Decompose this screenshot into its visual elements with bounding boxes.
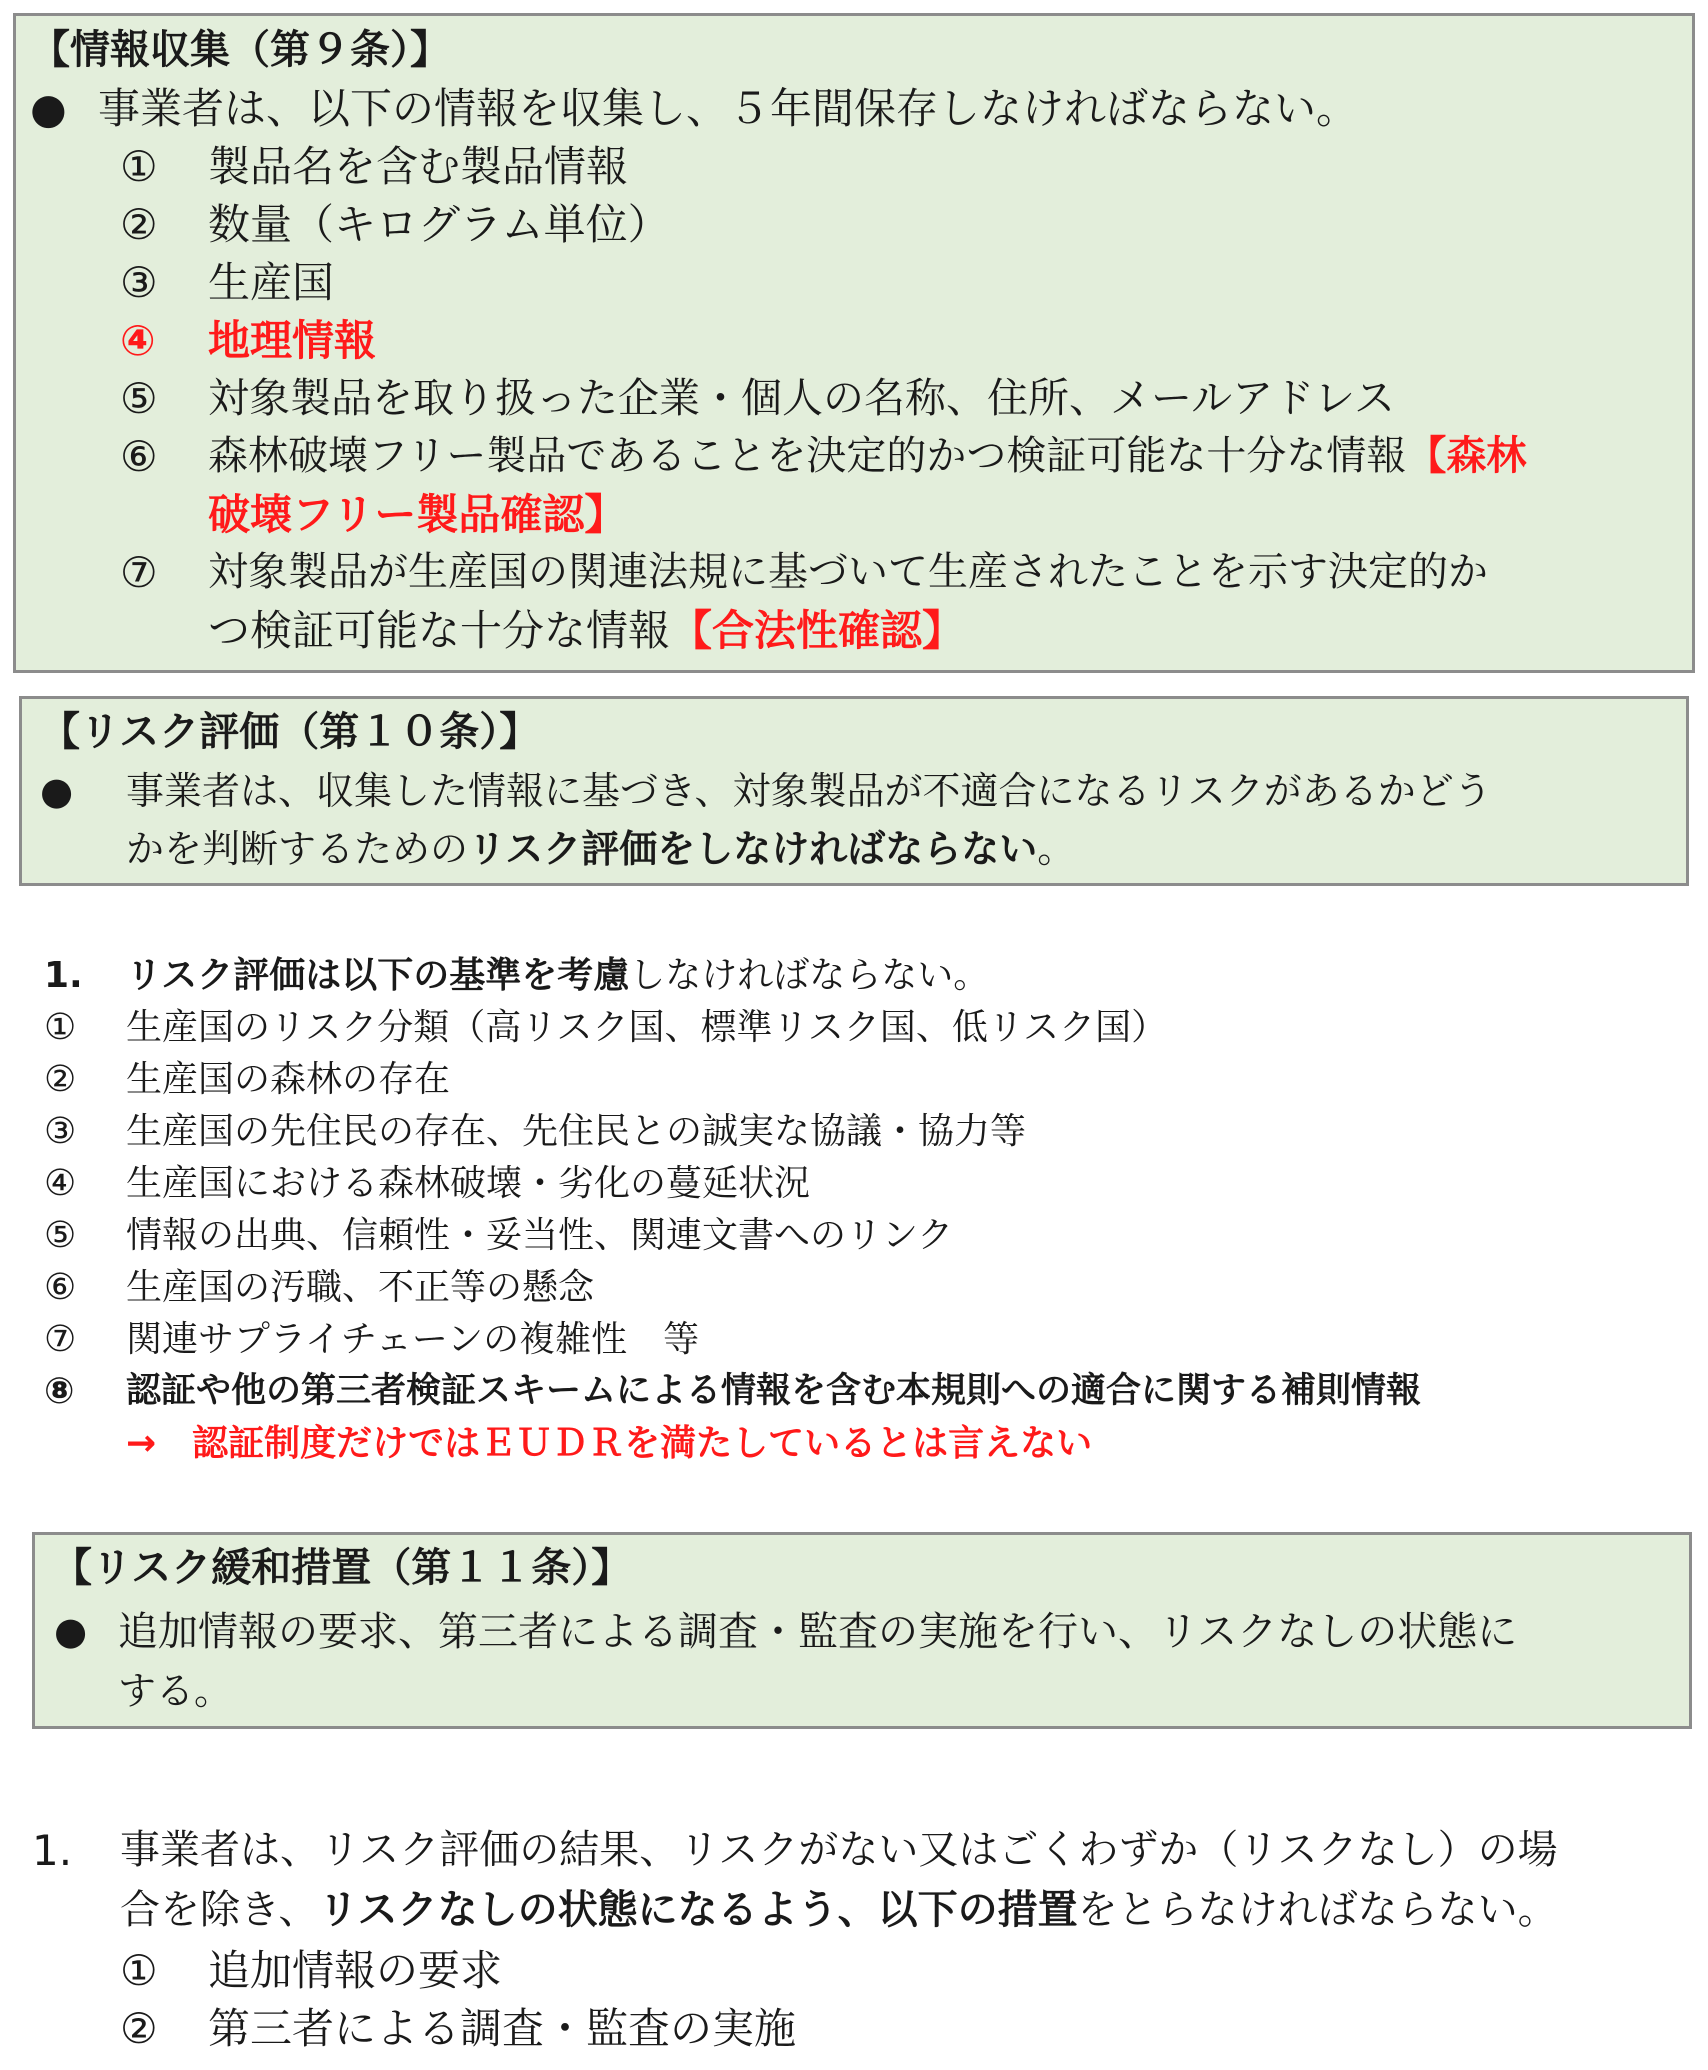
art10-heading: 【リスク評価（第１０条）】 [40, 709, 540, 755]
art10-text: 事業者は、収集した情報に基づき、対象製品が不適合になるリスクがあるかどう [126, 769, 1492, 813]
criteria-item-text: 関連サプライチェーンの複雑性 等 [126, 1319, 700, 1360]
measures-item-num: ② [120, 2004, 158, 2053]
art9-item-text: 生産国 [208, 258, 335, 307]
criteria-lead [126, 955, 990, 996]
art9-item-num: ⑥ [120, 432, 158, 481]
measures-item-text: 第三者による調査・監査の実施 [208, 2004, 797, 2053]
criteria-lead-bold: リスク評価は以下の基準を考慮 [126, 955, 630, 996]
art9-item6-tag-cont: 破壊フリー製品確認】 [208, 490, 627, 539]
criteria-item-text: 生産国の森林の存在 [126, 1059, 451, 1100]
criteria-note: → 認証制度だけではＥＵＤＲを満たしているとは言えない [126, 1423, 1093, 1464]
criteria-item-num: ① [44, 1007, 77, 1048]
art9-item6-tag: 【森林 [1406, 433, 1527, 479]
measures-item-num: ① [120, 1946, 158, 1995]
art10-text-plain: かを判断するための [126, 827, 469, 871]
art9-item7-text-cont [208, 606, 965, 655]
art11-text: 追加情報の要求、第三者による調査・監査の実施を行い、リスクなしの状態に [118, 1609, 1518, 1655]
art9-item-text-highlight: 地理情報 [208, 316, 377, 365]
art9-intro: 事業者は、以下の情報を収集し、５年間保存しなければならない。 [98, 84, 1359, 133]
art9-item7-text: 対象製品が生産国の関連法規に基づいて生産されたことを示す決定的か [208, 549, 1488, 595]
criteria-item-num: ⑥ [44, 1267, 77, 1308]
art9-item-text: 数量（キログラム単位） [208, 200, 670, 249]
measures-text: 事業者は、リスク評価の結果、リスクがない又はごくわずか（リスクなし）の場 [120, 1827, 1558, 1873]
criteria-number: 1. [44, 955, 83, 996]
criteria-item-text: 情報の出典、信頼性・妥当性、関連文書へのリンク [126, 1215, 954, 1256]
measures-number: 1. [32, 1826, 73, 1875]
art9-item-num: ② [120, 200, 158, 249]
art9-item-num: ③ [120, 258, 158, 307]
criteria-item-text: 生産国の汚職、不正等の懸念 [126, 1267, 595, 1308]
art9-item-text [208, 433, 1527, 479]
art9-item6-text: 森林破壊フリー製品であることを決定的かつ検証可能な十分な情報 [208, 433, 1407, 479]
art10-text-cont [126, 827, 1076, 871]
art9-item-text: 製品名を含む製品情報 [208, 142, 629, 191]
art9-item7-tag: 【合法性確認】 [670, 606, 965, 655]
art10-text-end: 。 [1037, 827, 1076, 871]
art9-item-text: 対象製品を取り扱った企業・個人の名称、住所、メールアドレス [208, 374, 1395, 422]
measures-text-bold: リスクなしの状態になるよう、以下の措置 [318, 1887, 1078, 1933]
measures-text-plain2: をとらなければならない。 [1077, 1887, 1558, 1933]
art9-item-num: ① [120, 142, 158, 191]
criteria-item-num: ⑤ [44, 1215, 77, 1256]
art11-heading: 【リスク緩和措置（第１１条）】 [52, 1545, 632, 1591]
art9-item7-text2: つ検証可能な十分な情報 [208, 606, 671, 655]
criteria-item-num: ③ [44, 1111, 77, 1152]
criteria-lead-plain: しなければならない。 [629, 955, 990, 996]
art9-item-num: ⑦ [120, 548, 158, 597]
criteria-item-text-bold: 認証や他の第三者検証スキームによる情報を含む本規則への適合に関する補則情報 [126, 1371, 1422, 1411]
art9-heading: 【情報収集（第９条）】 [30, 27, 450, 73]
art11-text-cont: する。 [118, 1669, 233, 1713]
art9-bullet: ● [30, 84, 67, 133]
criteria-item-text: 生産国のリスク分類（高リスク国、標準リスク国、低リスク国） [126, 1007, 1168, 1048]
criteria-item-num: ④ [44, 1163, 77, 1204]
measures-text-cont [120, 1887, 1558, 1933]
criteria-item-num: ⑦ [44, 1319, 77, 1360]
art10-text-bold: リスク評価をしなければならない [468, 827, 1038, 871]
art11-bullet: ● [54, 1609, 88, 1653]
measures-item-text: 追加情報の要求 [208, 1946, 503, 1995]
criteria-item-text: 生産国の先住民の存在、先住民との誠実な協議・協力等 [126, 1111, 1027, 1152]
criteria-item-num: ⑧ [44, 1371, 75, 1412]
art9-item-num: ④ [120, 316, 156, 365]
art9-item-num: ⑤ [120, 374, 158, 423]
measures-text-plain: 合を除き、 [120, 1887, 319, 1933]
art10-bullet: ● [40, 769, 74, 813]
criteria-item-text: 生産国における森林破壊・劣化の蔓延状況 [126, 1163, 811, 1204]
criteria-item-num: ② [44, 1059, 77, 1100]
